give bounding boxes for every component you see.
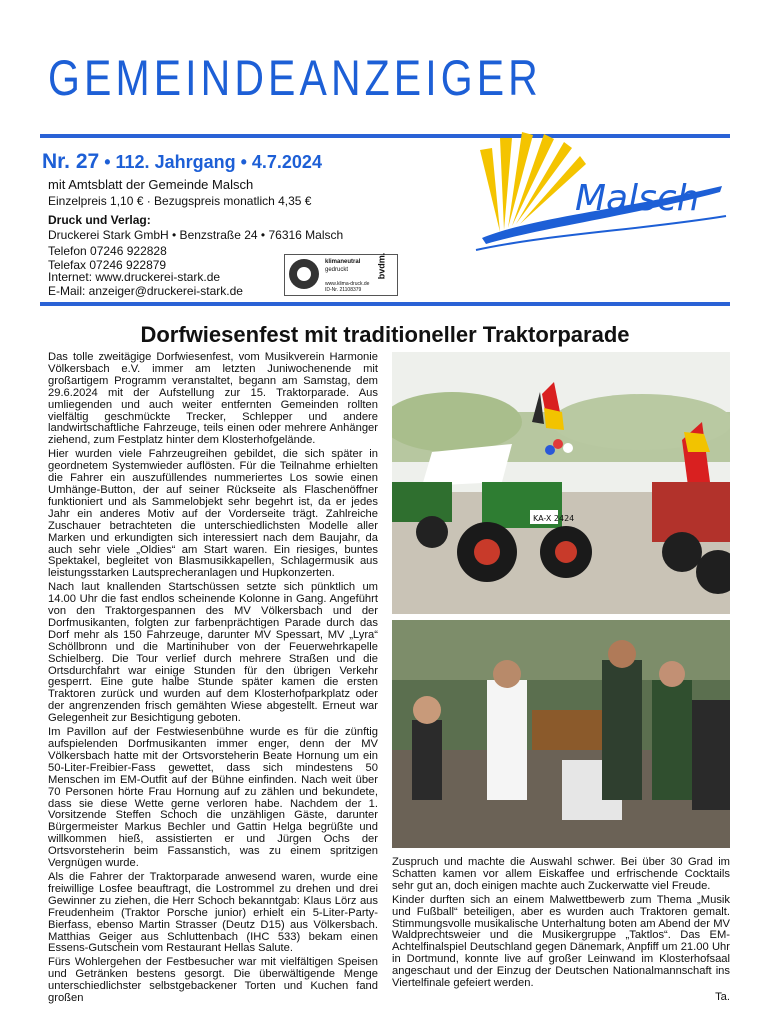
seal-brand: bvdm. [376,252,387,280]
article-right-column [392,857,730,1017]
publisher-address: Druckerei Stark GmbH • Benzstraße 24 • 76316 Malsch [48,228,344,242]
seal-line-4: ID-Nr. 21108379 [325,287,362,293]
article-headline: Dorfwiesenfest mit traditioneller Traktorparade [140,322,630,347]
paragraph: Zuspruch und machte die Auswahl schwer. Bei über 30 Grad im Schatten kamen vor allem Eiskaffee und erfrischende Cocktails sehr gut an, doch einigen machte auch Zuckerwatte viel Freude. [392,856,730,892]
price-line: Einzelpreis 1,10 € · Bezugspreis monatlich 4,35 € [48,194,312,208]
issue-details: • 112. Jahrgang • 4.7.2024 [99,152,322,172]
tractor-parade-photo [392,352,730,614]
article-left-column [48,352,378,1014]
fax-line: Telefax 07246 922879 [48,258,167,272]
masthead-title: GEMEINDEANZEIGER [48,50,542,106]
subtitle: mit Amtsblatt der Gemeinde Malsch [48,177,254,192]
paragraph: Als die Fahrer der Traktorparade anwesend waren, wurde eine freiwillige Losfee beauftragt, die Lostrommel zu drehen und drei Gewinner zu ziehen, die Herr Schoch bekanntgab: Klaus Lörz aus Freudenheim (Traktor Porsche junior) erhielt ein 5-Liter-Party-Bierfass, ebenso Martin Strasser (Deutz D15) aus Völkersbach. Matthias Geiger aus Schluttenbach (IHC 533) bekam einen Essens-Gutschein vom Restaurant Hellas Salute. [48,870,378,955]
tractor-plate: KA-X 2424 [533,514,575,523]
barrel-tapping-photo [392,620,730,848]
seal-line-2: gedruckt [325,267,349,273]
town-logo-text: Malsch [575,178,700,219]
paragraph: Im Pavillon auf der Festwiesenbühne wurde es für die zünftig aufspielenden Dorfmusikanten immer enger, denn der MV Völkersbach hatte mit der Ortsvorsteherin Beate Hornung um ein 50-Liter-Freibier-Fass gewettet, dass sich mindestens 50 Menschen im EM-Outfit auf der Bühne einfinden. Nach weit über 70 Personen hörte Frau Hornung auf zu zählen und bekundete, dass sie diese Wette gerne verloren habe. Nachdem der 1. Vorsitzende Steffen Schoch die unzähligen Gäste, darunter Bürgermeister Markus Bechler und Gattin Helga begrüßte und willkommen hieß, assistierten er und Jürgen Ochs der Ortsvorsteherin beim Fassanstich, was zu einem spritzigen Vergnügen wurde. [48,726,378,870]
paragraph: Hier wurden viele Fahrzeugreihen gebildet, die sich später in geordnetem Systemwieder auflösten. Für die Teilnahme erhielten die Fahrer ein auszufüllendes nummeriertes Los sowie einen Umhänge-Button, der auf seiner Rückseite als Flaschenöffner funktioniert und als Sammelobjekt sehr begehrt ist, da er jedes Jahr ein anderes Motiv auf der Vorderseite trägt. Zahlreiche Zuschauer betrachteten die unterschiedlichsten Modelle aller Marken und erkundigten sich interessiert nach dem Baujahr, da auch sehr viele „Oldies“ am Start waren. Ein riesiges, buntes Spektakel, begleitet von Blasmusikkapellen, Schlagermusik aus leistungsstarken Lautsprecheranlagen und Hupkonzerten. [48,448,378,580]
paragraph: Nach laut knallenden Startschüssen setzte sich pünktlich um 14.00 Uhr die fast endlos scheinende Kolonne in Gang. Angeführt von den Traktorgespannen des MV Völkersbach und der Dorfmusikanten, folgten zur farbenprächtigen Parade durch das Dorf mehr als 150 Fahrzeuge, darunter MV Spessart, MV „Lyra“ Schöllbronn und die Martinihuber von der Feuerwehrkapelle Schielberg. Die Tour verlief durch mehrere Straßen und die Ortsdurchfahrt war einige Stunden für den übrigen Verkehr gesperrt. Eine gute halbe Stunde später kamen die ersten Traktoren zurück und wurden auf dem Klosterhofparkplatz oder der angrenzenden frisch gemähten Wiese abgestellt. Erneut war Gelegenheit zur Besichtigung geboten. [48,581,378,725]
climate-neutral-seal [284,254,398,296]
issue-line [42,150,322,174]
seal-line-3: www.klima-druck.de [325,281,370,287]
paragraph: Das tolle zweitägige Dorfwiesenfest, vom Musikverein Harmonie Völkersbach e.V. immer am letzten Juniwochenende mit großartigem Programm veranstaltet, begann am Samstag, dem 29.6.2024 mit der Aufstellung zur 15. Traktorparade. Aus umliegenden und auch weiter entfernten Gemeinden rollten vielfältig geschmückte Trecker, Schlepper und andere landwirtschaftliche Fahrzeuge, teils einen oder mehrere Anhänger ziehend, zum Festplatz hinter dem Klosterhofgelände. [48,352,378,447]
email-link[interactable]: E-Mail: anzeiger@druckerei-stark.de [48,284,243,298]
internet-link[interactable]: Internet: www.druckerei-stark.de [48,270,221,284]
phone-line: Telefon 07246 922828 [48,244,167,258]
paragraph: Kinder durften sich an einem Malwettbewerb zum Thema „Musik und Fußball“ beteiligen, aber es wurden auch Traktoren gemalt. Stimmungsvolle musikalische Unterhaltung boten am Abend der MV Waldprechtsweier und die Musikergruppe „Taktlos“. Das EM-Achtelfinalspiel Deutschland gegen Dänemark, Anpfiff um 21.00 Uhr in Dortmund, konnte live auf großer Leinwand im Klosterhofsaal angeschaut und der Einzug der Deutschen Nationalmannschaft ins Viertelfinale gefeiert werden. [392,893,730,990]
paragraph: Fürs Wohlergehen der Festbesucher war mit vielfältigen Speisen und Getränken bestens gesorgt. Die überwältigende Menge unterschiedlichster selbstgebackener Torten und Kuchen fand großen [48,956,378,1005]
author-signature: Ta. [715,990,730,1003]
masthead-bottom-rule [40,302,730,306]
seal-logo-icon [289,259,319,289]
seal-line-1: klimaneutral [325,259,361,265]
issue-number: Nr. 27 [42,150,100,173]
publisher-heading: Druck und Verlag: [48,213,151,227]
